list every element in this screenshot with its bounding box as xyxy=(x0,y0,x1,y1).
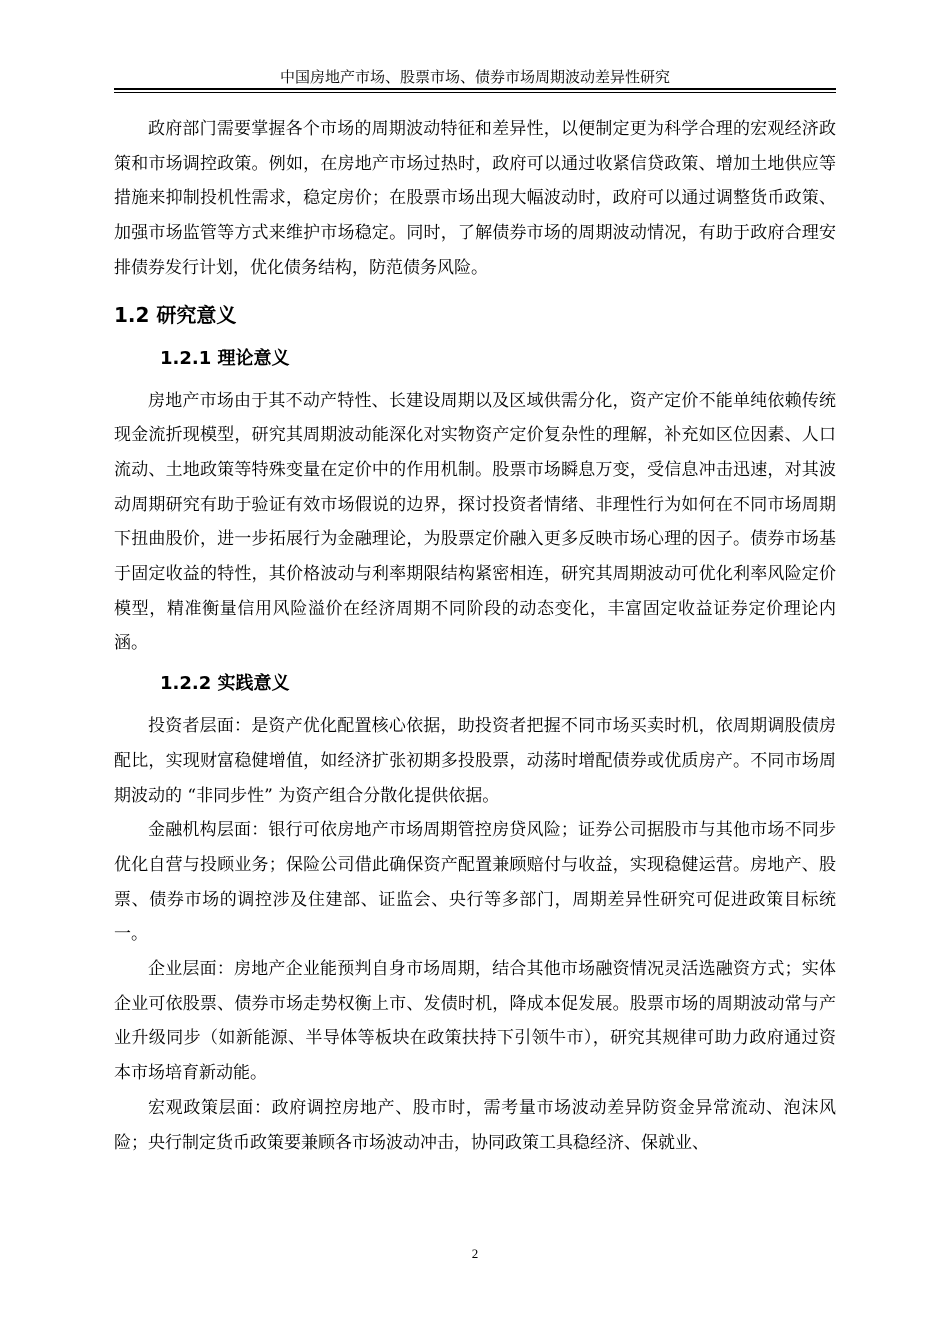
practice-paragraph-enterprise: 企业层面：房地产企业能预判自身市场周期，结合其他市场融资情况灵活选融资方式；实体企业可依股票、债券市场走势权衡上市、发债时机，降成本促发展。股票市场的周期波动常与产业升级同步（如新能源、半导体等板块在政策扶持下引领牛市），研究其规律可助力政府通过资本市场培育新动能。 xyxy=(114,959,836,1084)
practice-paragraph-investor: 投资者层面：是资产优化配置核心依据，助投资者把握不同市场买卖时机，依周期调股债房配比，实现财富稳健增值，如经济扩张初期多投股票，动荡时增配债券或优质房产。不同市场周期波动的 “非同步性” 为资产组合分散化提供依据。 xyxy=(114,716,836,806)
body-text xyxy=(114,112,836,1160)
header-rule-thin xyxy=(114,92,836,93)
section-heading-1-2: 1.2 研究意义 xyxy=(114,302,237,327)
intro-paragraph: 政府部门需要掌握各个市场的周期波动特征和差异性，以便制定更为科学合理的宏观经济政策和市场调控政策。例如，在房地产市场过热时，政府可以通过收紧信贷政策、增加土地供应等措施来抑制投机性需求，稳定房价；在股票市场出现大幅波动时，政府可以通过调整货币政策、加强市场监管等方式来维护市场稳定。同时，了解债券市场的周期波动情况，有助于政府合理安排债券发行计划，优化债务结构，防范债务风险。 xyxy=(114,119,836,278)
subsection-heading-1-2-2: 1.2.2 实践意义 xyxy=(160,673,290,695)
running-header: 中国房地产市场、股票市场、债券市场周期波动差异性研究 xyxy=(279,68,670,86)
header-rule-thick xyxy=(114,88,836,90)
subsection-heading-1-2-1: 1.2.1 理论意义 xyxy=(160,347,290,369)
practice-paragraph-macro-policy: 宏观政策层面：政府调控房地产、股市时，需考量市场波动差异防资金异常流动、泡沫风险；央行制定货币政策要兼顾各市场波动冲击，协同政策工具稳经济、保就业、 xyxy=(114,1097,836,1153)
page-number: 2 xyxy=(471,1246,479,1261)
theory-paragraph: 房地产市场由于其不动产特性、长建设周期以及区域供需分化，资产定价不能单纯依赖传统现金流折现模型，研究其周期波动能深化对实物资产定价复杂性的理解，补充如区位因素、人口流动、土地政策等特殊变量在定价中的作用机制。股票市场瞬息万变，受信息冲击迅速，对其波动周期研究有助于验证有效市场假说的边界，探讨投资者情绪、非理性行为如何在不同市场周期下扭曲股价，进一步拓展行为金融理论，为股票定价融入更多反映市场心理的因子。债券市场基于固定收益的特性，其价格波动与利率期限结构紧密相连，研究其周期波动可优化利率风险定价模型，精准衡量信用风险溢价在经济周期不同阶段的动态变化，丰富固定收益证券定价理论内涵。 xyxy=(114,390,836,654)
practice-paragraph-institution: 金融机构层面：银行可依房地产市场周期管控房贷风险；证券公司据股市与其他市场不同步优化自营与投顾业务；保险公司借此确保资产配置兼顾赔付与收益，实现稳健运营。房地产、股票、债券市场的调控涉及住建部、证监会、央行等多部门，周期差异性研究可促进政策目标统一。 xyxy=(114,820,836,945)
